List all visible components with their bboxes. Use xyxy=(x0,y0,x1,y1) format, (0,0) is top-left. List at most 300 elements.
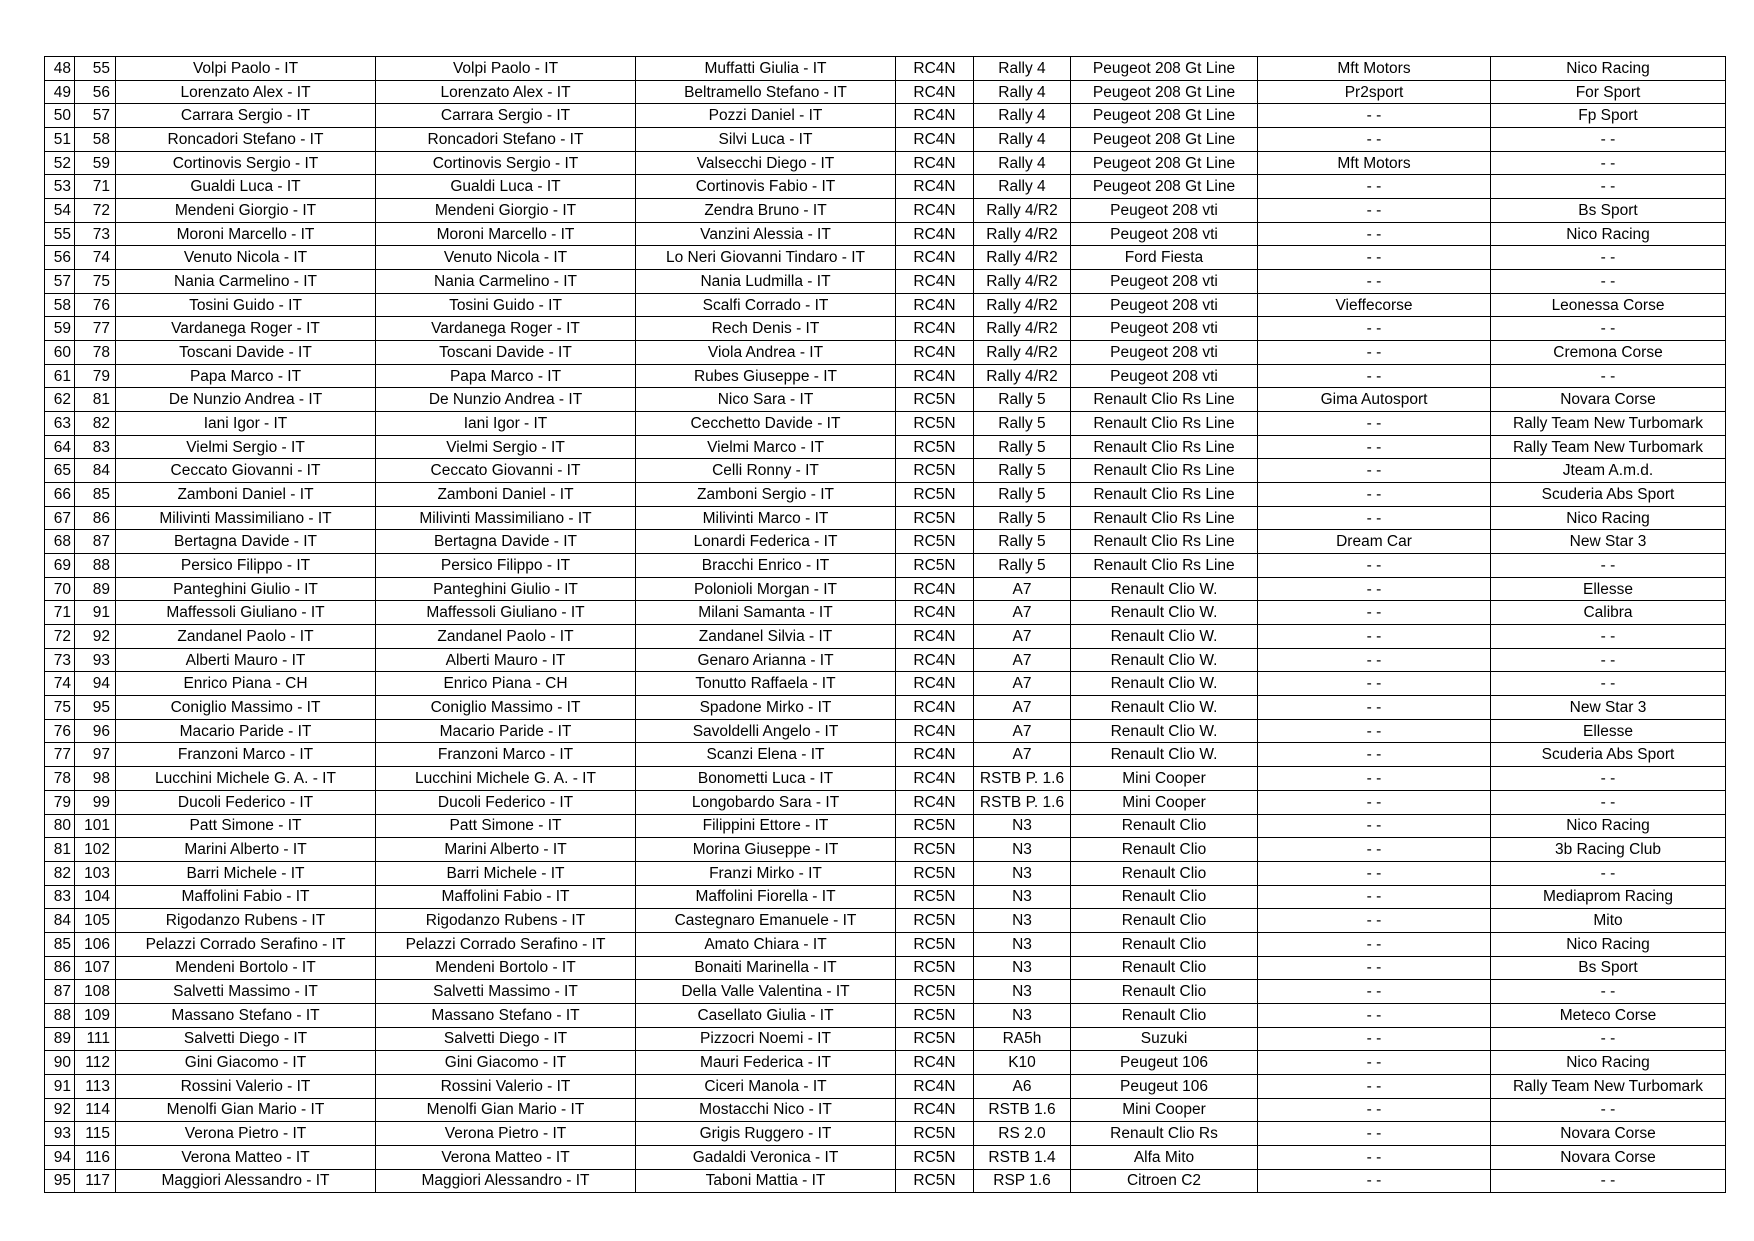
cell-first-driver: Maggiori Alessandro - IT xyxy=(116,1169,376,1193)
cell-class: N3 xyxy=(974,838,1071,862)
cell-team: Nico Racing xyxy=(1491,57,1726,81)
cell-first-driver: Lucchini Michele G. A. - IT xyxy=(116,767,376,791)
table-row xyxy=(45,1027,1726,1051)
cell-num: 71 xyxy=(75,175,116,199)
cell-class: Rally 4/R2 xyxy=(974,222,1071,246)
cell-pos: 76 xyxy=(45,719,75,743)
cell-num: 99 xyxy=(75,790,116,814)
cell-pos: 81 xyxy=(45,838,75,862)
cell-class: A7 xyxy=(974,601,1071,625)
cell-first-driver: Barri Michele - IT xyxy=(116,861,376,885)
cell-driver: Milivinti Massimiliano - IT xyxy=(376,506,636,530)
cell-car: Renault Clio xyxy=(1071,861,1258,885)
cell-team: Nico Racing xyxy=(1491,932,1726,956)
cell-group: RC5N xyxy=(896,1169,974,1193)
cell-co-driver: Nania Ludmilla - IT xyxy=(636,270,896,294)
cell-num: 93 xyxy=(75,648,116,672)
entry-list-table xyxy=(44,56,1726,1193)
cell-group: RC4N xyxy=(896,1098,974,1122)
cell-preparer: - - xyxy=(1258,861,1491,885)
cell-co-driver: Genaro Arianna - IT xyxy=(636,648,896,672)
cell-class: Rally 4 xyxy=(974,57,1071,81)
cell-first-driver: Salvetti Diego - IT xyxy=(116,1027,376,1051)
cell-num: 92 xyxy=(75,625,116,649)
cell-preparer: - - xyxy=(1258,956,1491,980)
cell-co-driver: Casellato Giulia - IT xyxy=(636,1003,896,1027)
cell-preparer: Gima Autosport xyxy=(1258,388,1491,412)
cell-group: RC5N xyxy=(896,1122,974,1146)
entry-list-sheet xyxy=(44,56,1726,1193)
cell-driver: Toscani Davide - IT xyxy=(376,341,636,365)
cell-class: Rally 5 xyxy=(974,435,1071,459)
cell-driver: Zamboni Daniel - IT xyxy=(376,483,636,507)
cell-class: Rally 4/R2 xyxy=(974,270,1071,294)
cell-driver: Moroni Marcello - IT xyxy=(376,222,636,246)
cell-num: 88 xyxy=(75,554,116,578)
cell-preparer: - - xyxy=(1258,696,1491,720)
cell-driver: Zandanel Paolo - IT xyxy=(376,625,636,649)
cell-num: 104 xyxy=(75,885,116,909)
cell-preparer: - - xyxy=(1258,932,1491,956)
cell-group: RC4N xyxy=(896,317,974,341)
cell-preparer: - - xyxy=(1258,1003,1491,1027)
cell-group: RC4N xyxy=(896,364,974,388)
cell-group: RC4N xyxy=(896,246,974,270)
table-row xyxy=(45,293,1726,317)
cell-class: RSTB P. 1.6 xyxy=(974,790,1071,814)
cell-driver: Volpi Paolo - IT xyxy=(376,57,636,81)
cell-co-driver: Mauri Federica - IT xyxy=(636,1051,896,1075)
cell-first-driver: Rigodanzo Rubens - IT xyxy=(116,909,376,933)
cell-num: 114 xyxy=(75,1098,116,1122)
cell-team: - - xyxy=(1491,151,1726,175)
cell-car: Renault Clio W. xyxy=(1071,625,1258,649)
cell-driver: Gini Giacomo - IT xyxy=(376,1051,636,1075)
cell-preparer: - - xyxy=(1258,980,1491,1004)
table-row xyxy=(45,1098,1726,1122)
table-row xyxy=(45,435,1726,459)
cell-car: Renault Clio Rs Line xyxy=(1071,554,1258,578)
cell-driver: Persico Filippo - IT xyxy=(376,554,636,578)
cell-car: Renault Clio xyxy=(1071,814,1258,838)
cell-class: RSTB 1.6 xyxy=(974,1098,1071,1122)
cell-first-driver: Rossini Valerio - IT xyxy=(116,1074,376,1098)
table-row xyxy=(45,128,1726,152)
cell-first-driver: Salvetti Massimo - IT xyxy=(116,980,376,1004)
cell-first-driver: Menolfi Gian Mario - IT xyxy=(116,1098,376,1122)
cell-preparer: - - xyxy=(1258,885,1491,909)
cell-group: RC5N xyxy=(896,1003,974,1027)
cell-co-driver: Filippini Ettore - IT xyxy=(636,814,896,838)
cell-driver: Coniglio Massimo - IT xyxy=(376,696,636,720)
cell-co-driver: Vielmi Marco - IT xyxy=(636,435,896,459)
cell-num: 76 xyxy=(75,293,116,317)
table-row xyxy=(45,1145,1726,1169)
cell-first-driver: Lorenzato Alex - IT xyxy=(116,80,376,104)
cell-preparer: - - xyxy=(1258,672,1491,696)
entry-list-body xyxy=(45,57,1726,1193)
cell-driver: Patt Simone - IT xyxy=(376,814,636,838)
cell-preparer: - - xyxy=(1258,435,1491,459)
cell-co-driver: Celli Ronny - IT xyxy=(636,459,896,483)
cell-co-driver: Rech Denis - IT xyxy=(636,317,896,341)
table-row xyxy=(45,861,1726,885)
cell-driver: Carrara Sergio - IT xyxy=(376,104,636,128)
cell-first-driver: Zandanel Paolo - IT xyxy=(116,625,376,649)
cell-pos: 84 xyxy=(45,909,75,933)
cell-team: Nico Racing xyxy=(1491,506,1726,530)
table-row xyxy=(45,648,1726,672)
cell-preparer: - - xyxy=(1258,814,1491,838)
cell-num: 58 xyxy=(75,128,116,152)
cell-car: Peugeot 208 vti xyxy=(1071,293,1258,317)
cell-co-driver: Pizzocri Noemi - IT xyxy=(636,1027,896,1051)
cell-driver: Menolfi Gian Mario - IT xyxy=(376,1098,636,1122)
cell-class: RSTB P. 1.6 xyxy=(974,767,1071,791)
cell-first-driver: De Nunzio Andrea - IT xyxy=(116,388,376,412)
cell-preparer: - - xyxy=(1258,199,1491,223)
cell-group: RC4N xyxy=(896,57,974,81)
cell-driver: Massano Stefano - IT xyxy=(376,1003,636,1027)
cell-num: 55 xyxy=(75,57,116,81)
cell-driver: Verona Matteo - IT xyxy=(376,1145,636,1169)
table-row xyxy=(45,1122,1726,1146)
table-row xyxy=(45,909,1726,933)
cell-driver: Vielmi Sergio - IT xyxy=(376,435,636,459)
cell-co-driver: Zendra Bruno - IT xyxy=(636,199,896,223)
cell-driver: Mendeni Bortolo - IT xyxy=(376,956,636,980)
cell-pos: 60 xyxy=(45,341,75,365)
cell-team: Mediaprom Racing xyxy=(1491,885,1726,909)
cell-co-driver: Scalfi Corrado - IT xyxy=(636,293,896,317)
cell-team: - - xyxy=(1491,672,1726,696)
cell-group: RC4N xyxy=(896,80,974,104)
cell-driver: Maffolini Fabio - IT xyxy=(376,885,636,909)
cell-co-driver: Morina Giuseppe - IT xyxy=(636,838,896,862)
cell-class: N3 xyxy=(974,956,1071,980)
cell-preparer: - - xyxy=(1258,625,1491,649)
cell-first-driver: Bertagna Davide - IT xyxy=(116,530,376,554)
cell-driver: Mendeni Giorgio - IT xyxy=(376,199,636,223)
cell-class: Rally 4/R2 xyxy=(974,246,1071,270)
cell-num: 72 xyxy=(75,199,116,223)
table-row xyxy=(45,980,1726,1004)
cell-class: Rally 4 xyxy=(974,104,1071,128)
cell-class: Rally 4/R2 xyxy=(974,199,1071,223)
cell-team: Leonessa Corse xyxy=(1491,293,1726,317)
cell-class: Rally 4/R2 xyxy=(974,317,1071,341)
cell-driver: Ducoli Federico - IT xyxy=(376,790,636,814)
cell-car: Renault Clio Rs Line xyxy=(1071,388,1258,412)
table-row xyxy=(45,459,1726,483)
cell-team: - - xyxy=(1491,128,1726,152)
table-row xyxy=(45,1003,1726,1027)
cell-car: Alfa Mito xyxy=(1071,1145,1258,1169)
cell-co-driver: Cecchetto Davide - IT xyxy=(636,412,896,436)
cell-co-driver: Pozzi Daniel - IT xyxy=(636,104,896,128)
cell-co-driver: Nico Sara - IT xyxy=(636,388,896,412)
cell-pos: 93 xyxy=(45,1122,75,1146)
cell-driver: Panteghini Giulio - IT xyxy=(376,577,636,601)
cell-team: - - xyxy=(1491,317,1726,341)
table-row xyxy=(45,932,1726,956)
cell-co-driver: Muffatti Giulia - IT xyxy=(636,57,896,81)
cell-num: 74 xyxy=(75,246,116,270)
cell-team: Nico Racing xyxy=(1491,222,1726,246)
cell-group: RC5N xyxy=(896,459,974,483)
cell-pos: 95 xyxy=(45,1169,75,1193)
cell-co-driver: Lo Neri Giovanni Tindaro - IT xyxy=(636,246,896,270)
cell-first-driver: Verona Pietro - IT xyxy=(116,1122,376,1146)
cell-class: Rally 5 xyxy=(974,459,1071,483)
cell-first-driver: Marini Alberto - IT xyxy=(116,838,376,862)
cell-num: 97 xyxy=(75,743,116,767)
cell-car: Peugeut 106 xyxy=(1071,1051,1258,1075)
cell-team: - - xyxy=(1491,790,1726,814)
cell-car: Mini Cooper xyxy=(1071,790,1258,814)
cell-car: Renault Clio W. xyxy=(1071,743,1258,767)
cell-team: Meteco Corse xyxy=(1491,1003,1726,1027)
cell-car: Renault Clio Rs Line xyxy=(1071,530,1258,554)
table-row xyxy=(45,956,1726,980)
cell-team: - - xyxy=(1491,1098,1726,1122)
table-row xyxy=(45,1074,1726,1098)
table-row xyxy=(45,743,1726,767)
cell-group: RC4N xyxy=(896,743,974,767)
cell-driver: Alberti Mauro - IT xyxy=(376,648,636,672)
cell-driver: Barri Michele - IT xyxy=(376,861,636,885)
cell-first-driver: Coniglio Massimo - IT xyxy=(116,696,376,720)
cell-first-driver: Vielmi Sergio - IT xyxy=(116,435,376,459)
cell-group: RC5N xyxy=(896,956,974,980)
cell-team: For Sport xyxy=(1491,80,1726,104)
cell-num: 103 xyxy=(75,861,116,885)
cell-preparer: - - xyxy=(1258,175,1491,199)
cell-class: Rally 4/R2 xyxy=(974,364,1071,388)
cell-class: A6 xyxy=(974,1074,1071,1098)
cell-num: 116 xyxy=(75,1145,116,1169)
cell-car: Peugeot 208 vti xyxy=(1071,199,1258,223)
cell-first-driver: Iani Igor - IT xyxy=(116,412,376,436)
cell-car: Renault Clio W. xyxy=(1071,577,1258,601)
cell-car: Renault Clio Rs Line xyxy=(1071,506,1258,530)
cell-pos: 90 xyxy=(45,1051,75,1075)
cell-group: RC5N xyxy=(896,814,974,838)
cell-driver: Lorenzato Alex - IT xyxy=(376,80,636,104)
cell-team: - - xyxy=(1491,767,1726,791)
cell-car: Renault Clio Rs Line xyxy=(1071,412,1258,436)
cell-car: Renault Clio Rs Line xyxy=(1071,435,1258,459)
cell-num: 106 xyxy=(75,932,116,956)
cell-num: 85 xyxy=(75,483,116,507)
cell-preparer: Pr2sport xyxy=(1258,80,1491,104)
cell-class: N3 xyxy=(974,909,1071,933)
cell-team: - - xyxy=(1491,246,1726,270)
cell-team: Novara Corse xyxy=(1491,388,1726,412)
cell-co-driver: Bracchi Enrico - IT xyxy=(636,554,896,578)
cell-team: Nico Racing xyxy=(1491,1051,1726,1075)
cell-num: 84 xyxy=(75,459,116,483)
cell-car: Peugeot 208 vti xyxy=(1071,270,1258,294)
cell-team: - - xyxy=(1491,625,1726,649)
cell-class: RS 2.0 xyxy=(974,1122,1071,1146)
cell-team: Ellesse xyxy=(1491,719,1726,743)
cell-preparer: - - xyxy=(1258,838,1491,862)
cell-driver: Iani Igor - IT xyxy=(376,412,636,436)
cell-car: Renault Clio W. xyxy=(1071,648,1258,672)
cell-num: 105 xyxy=(75,909,116,933)
cell-num: 81 xyxy=(75,388,116,412)
cell-num: 79 xyxy=(75,364,116,388)
cell-car: Peugeot 208 Gt Line xyxy=(1071,128,1258,152)
cell-preparer: - - xyxy=(1258,128,1491,152)
cell-team: Bs Sport xyxy=(1491,956,1726,980)
cell-pos: 64 xyxy=(45,435,75,459)
table-row xyxy=(45,814,1726,838)
cell-first-driver: Verona Matteo - IT xyxy=(116,1145,376,1169)
cell-first-driver: Volpi Paolo - IT xyxy=(116,57,376,81)
cell-driver: Maffessoli Giuliano - IT xyxy=(376,601,636,625)
cell-team: Novara Corse xyxy=(1491,1122,1726,1146)
cell-pos: 77 xyxy=(45,743,75,767)
cell-team: Calibra xyxy=(1491,601,1726,625)
table-row xyxy=(45,270,1726,294)
cell-group: RC4N xyxy=(896,151,974,175)
cell-driver: Roncadori Stefano - IT xyxy=(376,128,636,152)
cell-team: New Star 3 xyxy=(1491,696,1726,720)
cell-team: Ellesse xyxy=(1491,577,1726,601)
cell-driver: Macario Paride - IT xyxy=(376,719,636,743)
cell-class: N3 xyxy=(974,861,1071,885)
cell-team: - - xyxy=(1491,364,1726,388)
cell-preparer: - - xyxy=(1258,246,1491,270)
cell-group: RC5N xyxy=(896,506,974,530)
cell-class: RA5h xyxy=(974,1027,1071,1051)
cell-driver: Cortinovis Sergio - IT xyxy=(376,151,636,175)
table-row xyxy=(45,601,1726,625)
cell-co-driver: Silvi Luca - IT xyxy=(636,128,896,152)
cell-co-driver: Zamboni Sergio - IT xyxy=(636,483,896,507)
cell-group: RC4N xyxy=(896,625,974,649)
cell-co-driver: Taboni Mattia - IT xyxy=(636,1169,896,1193)
cell-co-driver: Maffolini Fiorella - IT xyxy=(636,885,896,909)
cell-first-driver: Papa Marco - IT xyxy=(116,364,376,388)
cell-pos: 74 xyxy=(45,672,75,696)
cell-preparer: - - xyxy=(1258,270,1491,294)
cell-preparer: - - xyxy=(1258,790,1491,814)
cell-pos: 63 xyxy=(45,412,75,436)
cell-group: RC4N xyxy=(896,790,974,814)
cell-car: Renault Clio W. xyxy=(1071,696,1258,720)
cell-class: A7 xyxy=(974,743,1071,767)
cell-first-driver: Tosini Guido - IT xyxy=(116,293,376,317)
cell-co-driver: Polonioli Morgan - IT xyxy=(636,577,896,601)
cell-co-driver: Rubes Giuseppe - IT xyxy=(636,364,896,388)
cell-driver: Enrico Piana - CH xyxy=(376,672,636,696)
cell-driver: Venuto Nicola - IT xyxy=(376,246,636,270)
cell-group: RC5N xyxy=(896,932,974,956)
cell-preparer: - - xyxy=(1258,483,1491,507)
cell-group: RC5N xyxy=(896,1145,974,1169)
table-row xyxy=(45,696,1726,720)
cell-first-driver: Nania Carmelino - IT xyxy=(116,270,376,294)
cell-co-driver: Longobardo Sara - IT xyxy=(636,790,896,814)
cell-pos: 80 xyxy=(45,814,75,838)
cell-pos: 92 xyxy=(45,1098,75,1122)
cell-preparer: - - xyxy=(1258,767,1491,791)
cell-pos: 55 xyxy=(45,222,75,246)
cell-preparer: - - xyxy=(1258,506,1491,530)
cell-class: Rally 4/R2 xyxy=(974,341,1071,365)
cell-driver: Bertagna Davide - IT xyxy=(376,530,636,554)
cell-class: Rally 5 xyxy=(974,483,1071,507)
cell-preparer: - - xyxy=(1258,317,1491,341)
cell-co-driver: Della Valle Valentina - IT xyxy=(636,980,896,1004)
cell-pos: 75 xyxy=(45,696,75,720)
cell-first-driver: Venuto Nicola - IT xyxy=(116,246,376,270)
table-row xyxy=(45,483,1726,507)
table-row xyxy=(45,57,1726,81)
cell-class: N3 xyxy=(974,980,1071,1004)
cell-first-driver: Ceccato Giovanni - IT xyxy=(116,459,376,483)
cell-class: A7 xyxy=(974,648,1071,672)
cell-car: Renault Clio xyxy=(1071,932,1258,956)
cell-first-driver: Milivinti Massimiliano - IT xyxy=(116,506,376,530)
cell-preparer: - - xyxy=(1258,1027,1491,1051)
cell-num: 56 xyxy=(75,80,116,104)
cell-preparer: Dream Car xyxy=(1258,530,1491,554)
cell-group: RC5N xyxy=(896,388,974,412)
cell-driver: Verona Pietro - IT xyxy=(376,1122,636,1146)
cell-team: 3b Racing Club xyxy=(1491,838,1726,862)
table-row xyxy=(45,175,1726,199)
cell-class: Rally 5 xyxy=(974,506,1071,530)
cell-co-driver: Gadaldi Veronica - IT xyxy=(636,1145,896,1169)
cell-group: RC5N xyxy=(896,483,974,507)
cell-co-driver: Beltramello Stefano - IT xyxy=(636,80,896,104)
cell-car: Renault Clio Rs xyxy=(1071,1122,1258,1146)
cell-first-driver: Macario Paride - IT xyxy=(116,719,376,743)
cell-num: 96 xyxy=(75,719,116,743)
cell-team: Rally Team New Turbomark xyxy=(1491,435,1726,459)
cell-pos: 83 xyxy=(45,885,75,909)
table-row xyxy=(45,388,1726,412)
cell-pos: 78 xyxy=(45,767,75,791)
cell-num: 98 xyxy=(75,767,116,791)
cell-group: RC4N xyxy=(896,222,974,246)
cell-first-driver: Maffolini Fabio - IT xyxy=(116,885,376,909)
cell-first-driver: Patt Simone - IT xyxy=(116,814,376,838)
cell-first-driver: Panteghini Giulio - IT xyxy=(116,577,376,601)
cell-car: Mini Cooper xyxy=(1071,767,1258,791)
cell-car: Peugeot 208 Gt Line xyxy=(1071,104,1258,128)
cell-preparer: - - xyxy=(1258,1051,1491,1075)
cell-driver: Rigodanzo Rubens - IT xyxy=(376,909,636,933)
cell-pos: 56 xyxy=(45,246,75,270)
cell-co-driver: Ciceri Manola - IT xyxy=(636,1074,896,1098)
cell-num: 108 xyxy=(75,980,116,1004)
cell-driver: Salvetti Diego - IT xyxy=(376,1027,636,1051)
cell-driver: Pelazzi Corrado Serafino - IT xyxy=(376,932,636,956)
cell-pos: 86 xyxy=(45,956,75,980)
cell-group: RC5N xyxy=(896,861,974,885)
cell-num: 95 xyxy=(75,696,116,720)
cell-car: Renault Clio xyxy=(1071,885,1258,909)
cell-num: 87 xyxy=(75,530,116,554)
table-row xyxy=(45,506,1726,530)
cell-car: Peugeot 208 vti xyxy=(1071,341,1258,365)
cell-first-driver: Ducoli Federico - IT xyxy=(116,790,376,814)
